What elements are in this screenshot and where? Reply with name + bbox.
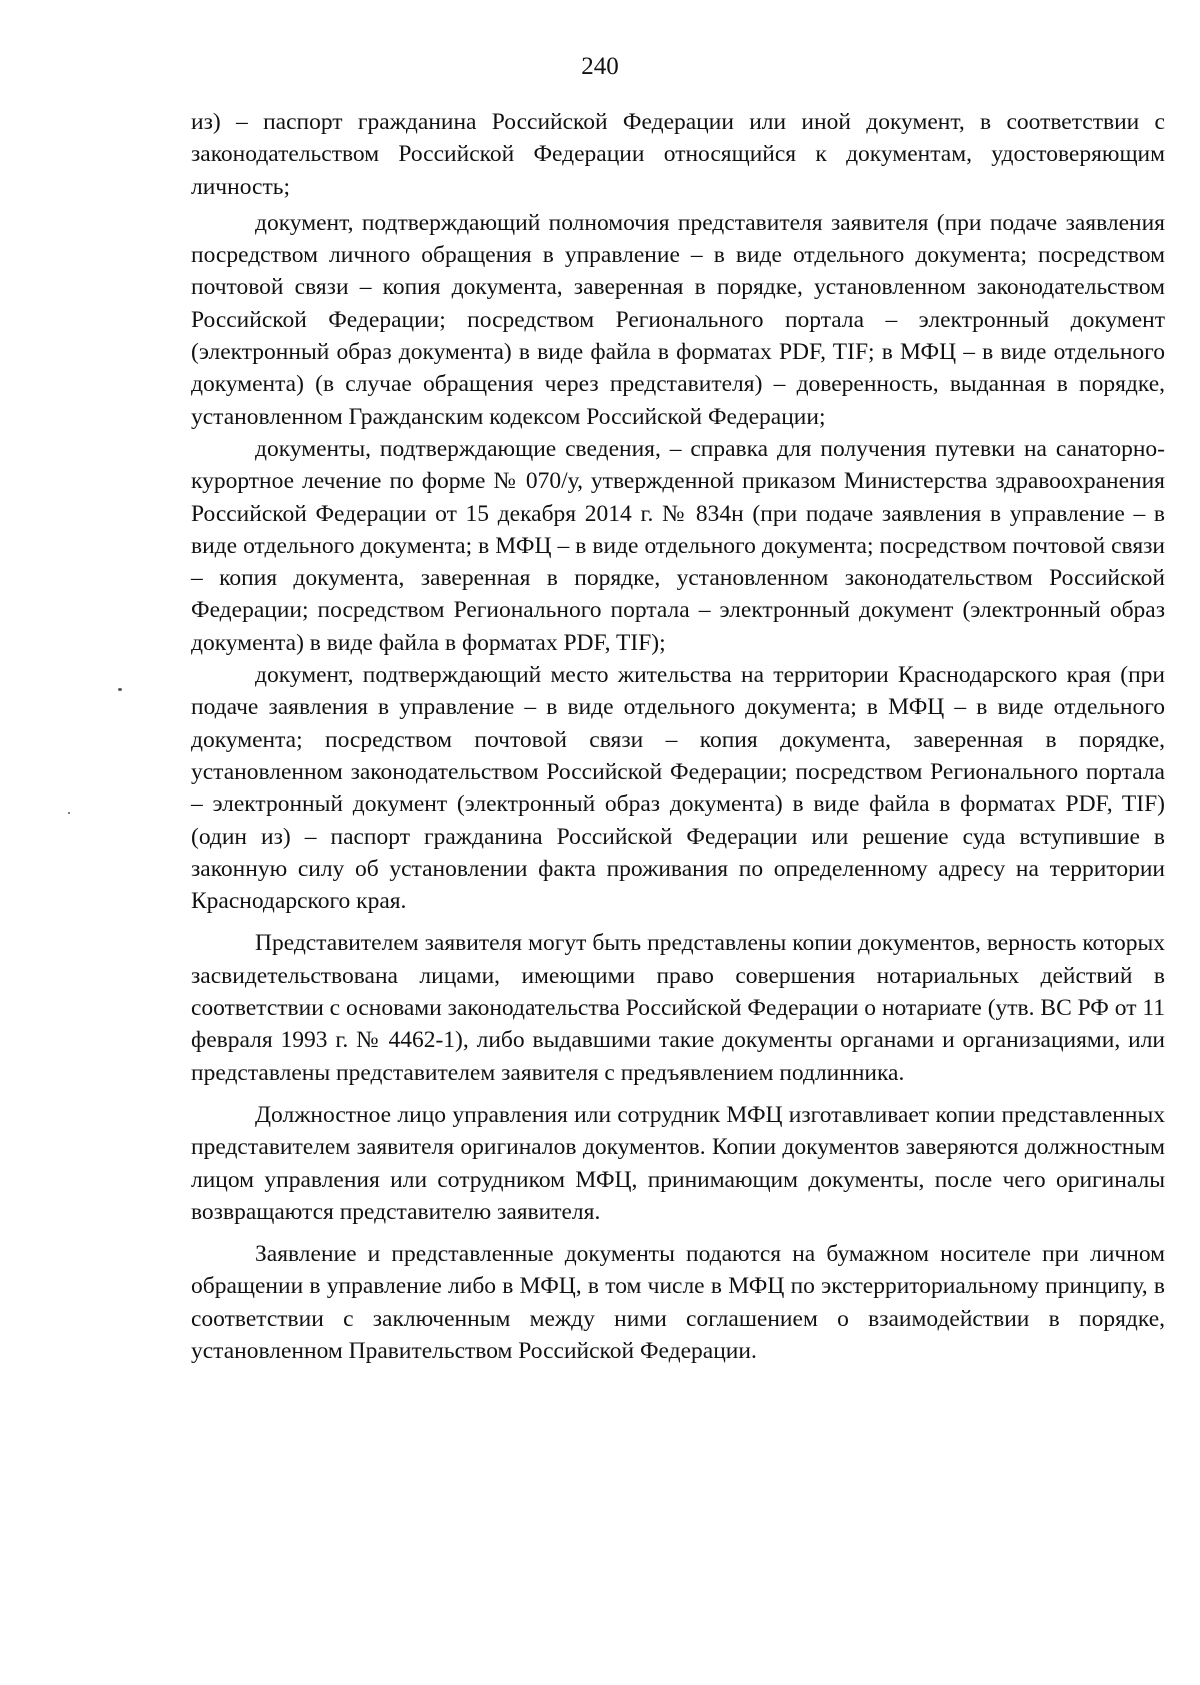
paragraph-residence-document: документ, подтверждающий место жительства на территории Краснодарского края (при подаче заявления в управление – в виде отдельного документа; в МФЦ – в виде отдельного документа; посредством почтовой связи – копия документа, заверенная в порядке, установленном законодательством Российской Федерации; посредством Регионального портала – электронный документ (электронный образ документа) в виде файла в форматах PDF, TIF) (один из) – паспорт гражданина Российской Федерации или решение суда вступившие в законную силу об установлении факта проживания по определенному адресу на территории Краснодарского края. (191, 662, 1165, 915)
paragraph-submission-method: Заявление и представленные документы подаются на бумажном носителе при личном обращении в управление либо в МФЦ, в том числе в МФЦ по экстерриториальному принципу, в соответствии с заключенным между ними соглашением о взаимодействии в порядке, установленном Правительством Российской Федерации. (191, 1241, 1165, 1364)
scan-speck (118, 688, 122, 691)
page-number: 240 (581, 53, 619, 80)
paragraph-copies-preparation: Должностное лицо управления или сотрудник МФЦ изготавливает копии представленных представителем заявителя оригиналов документов. Копии документов заверяются должностным лицом управления или сотрудником МФЦ, принимающим документы, после чего оригиналы возвращаются представителю заявителя. (191, 1101, 1165, 1225)
document-body (191, 106, 1165, 1367)
paragraph-passport-continuation: из) – паспорт гражданина Российской Федерации или иной документ, в соответствии с законодательством Российской Федерации относящийся к документам, удостоверяющим личность; (191, 109, 1165, 200)
paragraph-medical-certificate: документы, подтверждающие сведения, – справка для получения путевки на санаторно-курортное лечение по форме № 070/у, утвержденной приказом Министерства здравоохранения Российской Федерации от 15 декабря 2014 г. № 834н (при подаче заявления в управление – в виде отдельного документа; в МФЦ – в виде отдельного документа; посредством почтовой связи – копия документа, заверенная в порядке, установленном законодательством Российской Федерации; посредством Регионального портала – электронный документ (электронный образ документа) в виде файла в форматах PDF, TIF); (191, 435, 1165, 656)
scan-speck (68, 812, 70, 814)
paragraph-certified-copies: Представителем заявителя могут быть представлены копии документов, верность которых засвидетельствована лицами, имеющими право совершения нотариальных действий в соответствии с основами законодательства Российской Федерации о нотариате (утв. ВС РФ от 11 февраля 1993 г. № 4462-1), либо выдавшими такие документы органами и организациями, или представлены представителем заявителя с предъявлением подлинника. (191, 930, 1165, 1086)
paragraph-representative-authority: документ, подтверждающий полномочия представителя заявителя (при подаче заявления посредством личного обращения в управление – в виде отдельного документа; посредством почтовой связи – копия документа, заверенная в порядке, установленном законодательством Российской Федерации; посредством Регионального портала – электронный документ (электронный образ документа) в виде файла в форматах PDF, TIF; в МФЦ – в виде отдельного документа) (в случае обращения через представителя) – доверенность, выданная в порядке, установленном Гражданским кодексом Российской Федерации; (191, 209, 1165, 430)
